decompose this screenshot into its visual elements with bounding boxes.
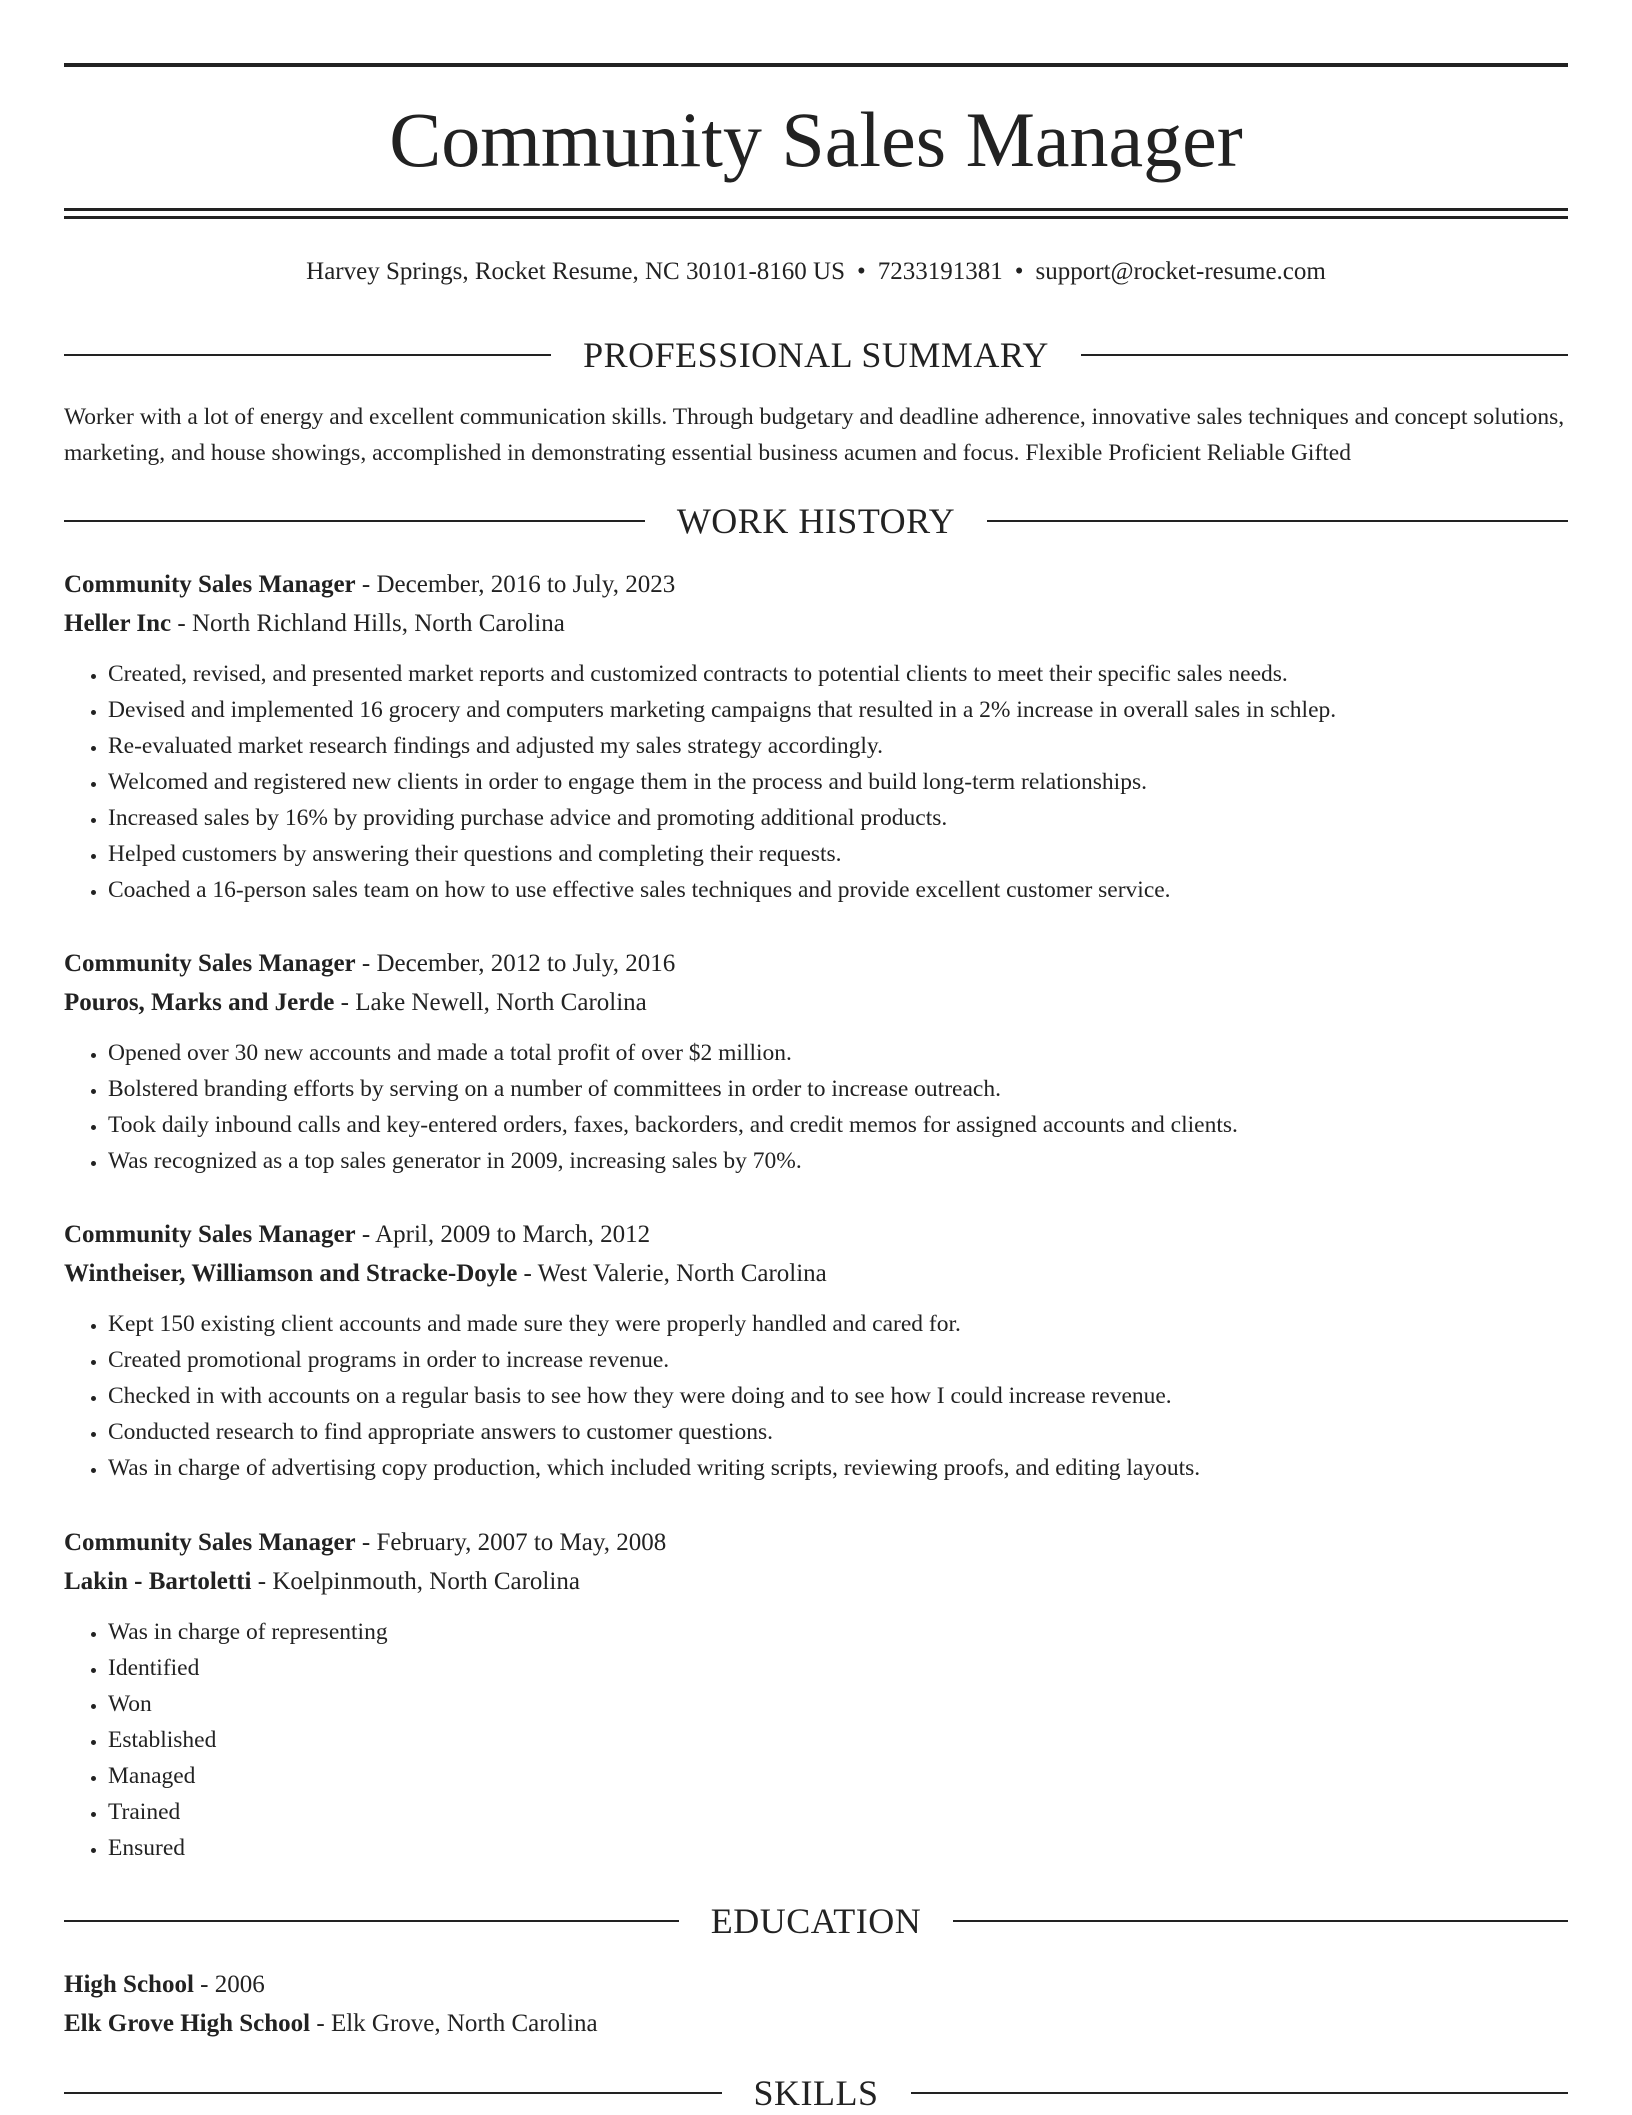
section-rule-right — [953, 1920, 1568, 1922]
job-bullet: • Created, revised, and presented market reports and customized contracts to potential clients to meet their specific sales needs. — [108, 656, 1568, 692]
job-bullet: • Managed — [108, 1758, 1568, 1794]
contact-phone: 7233191381 — [877, 258, 1003, 285]
top-rule — [64, 63, 1568, 67]
education-degree-line — [64, 1965, 1568, 2004]
job-entry — [64, 565, 1568, 908]
title-underline-rule-secondary — [64, 216, 1568, 219]
contact-email: support@rocket-resume.com — [1035, 258, 1326, 285]
job-entry — [64, 1215, 1568, 1486]
job-bullet: • Devised and implemented 16 grocery and computers marketing campaigns that resulted in a 2% increase in overall sales in schlep. — [108, 692, 1568, 728]
job-bullet: • Identified — [108, 1650, 1568, 1686]
job-bullet: • Increased sales by 16% by providing purchase advice and promoting additional products. — [108, 800, 1568, 836]
job-entry — [64, 1523, 1568, 1866]
education-school-line — [64, 2004, 1568, 2043]
job-bullet: • Bolstered branding efforts by serving on a number of committees in order to increase outreach. — [108, 1071, 1568, 1107]
dash: - — [251, 1568, 273, 1595]
job-title-line — [64, 1523, 1568, 1562]
dash: - — [310, 2010, 331, 2037]
section-header-work-history — [64, 499, 1568, 543]
dash: - — [334, 989, 356, 1016]
dash: - — [517, 1260, 538, 1287]
job-company: Wintheiser, Williamson and Stracke-Doyle — [64, 1260, 518, 1287]
job-location: Lake Newell, North Carolina — [355, 989, 647, 1016]
contact-separator: • — [857, 258, 866, 285]
job-bullet: • Established — [108, 1722, 1568, 1758]
section-header-skills — [64, 2071, 1568, 2115]
job-company: Lakin - Bartoletti — [64, 1568, 252, 1595]
dash: - — [355, 1221, 376, 1248]
job-bullet: • Opened over 30 new accounts and made a total profit of over $2 million. — [108, 1035, 1568, 1071]
job-bullets — [64, 1614, 1568, 1866]
education-degree: High School — [64, 1971, 194, 1998]
job-dates: December, 2016 to July, 2023 — [376, 571, 676, 598]
job-bullet: • Trained — [108, 1794, 1568, 1830]
contact-separator: • — [1014, 258, 1024, 285]
section-header-education — [64, 1899, 1568, 1943]
job-title: Community Sales Manager — [64, 571, 356, 598]
job-dates: December, 2012 to July, 2016 — [376, 950, 676, 977]
job-bullet: • Kept 150 existing client accounts and made sure they were properly handled and cared for. — [108, 1306, 1568, 1342]
job-bullets — [64, 656, 1568, 908]
education-year: 2006 — [214, 1971, 265, 1998]
page-title: Community Sales Manager — [389, 96, 1243, 183]
job-title-line — [64, 565, 1568, 604]
job-title: Community Sales Manager — [64, 1529, 356, 1556]
job-bullet: • Helped customers by answering their questions and completing their requests. — [108, 836, 1568, 872]
dash: - — [355, 950, 377, 977]
job-company-line — [64, 1254, 1568, 1293]
job-bullet: • Checked in with accounts on a regular basis to see how they were doing and to see how I could increase revenue. — [108, 1378, 1568, 1414]
job-bullets — [64, 1306, 1568, 1486]
section-rule-right — [987, 520, 1568, 522]
job-dates: April, 2009 to March, 2012 — [375, 1221, 651, 1248]
dash: - — [171, 610, 192, 637]
title-underline-rule — [64, 208, 1568, 211]
job-location: North Richland Hills, North Carolina — [191, 610, 565, 637]
section-title-work-history: WORK HISTORY — [676, 501, 956, 541]
job-bullet: • Ensured — [108, 1830, 1568, 1866]
summary-text: Worker with a lot of energy and excellent communication skills. Through budgetary and deadline adherence, innovative sales techniques and concept solutions, marketing, and house showings, accomplished in demonstrating essential business acumen and focus. Flexible Proficient Reliable Gifted — [64, 404, 1565, 466]
section-rule-left — [64, 520, 645, 522]
job-dates: February, 2007 to May, 2008 — [376, 1529, 667, 1556]
dash: - — [355, 571, 377, 598]
job-title: Community Sales Manager — [64, 1221, 356, 1248]
education-entry — [64, 1965, 1568, 2043]
section-rule-left — [64, 354, 551, 356]
job-bullet: • Conducted research to find appropriate answers to customer questions. — [108, 1414, 1568, 1450]
dash: - — [355, 1529, 377, 1556]
job-bullet: • Was in charge of representing — [108, 1614, 1568, 1650]
section-title-summary: PROFESSIONAL SUMMARY — [583, 335, 1049, 375]
job-title: Community Sales Manager — [64, 950, 356, 977]
job-company: Pouros, Marks and Jerde — [64, 989, 335, 1016]
job-company: Heller Inc — [64, 610, 172, 637]
job-bullets — [64, 1035, 1568, 1179]
job-company-line — [64, 604, 1568, 643]
job-bullet: • Re-evaluated market research findings and adjusted my sales strategy accordingly. — [108, 728, 1568, 764]
section-header-summary — [64, 333, 1568, 377]
job-title-line — [64, 1215, 1568, 1254]
job-bullet: • Created promotional programs in order to increase revenue. — [108, 1342, 1568, 1378]
job-title-line — [64, 944, 1568, 983]
section-rule-right — [1081, 354, 1568, 356]
job-bullet: • Took daily inbound calls and key-entered orders, faxes, backorders, and credit memos for assigned accounts and clients. — [108, 1107, 1568, 1143]
job-bullet: • Welcomed and registered new clients in order to engage them in the process and build long-term relationships. — [108, 764, 1568, 800]
dash: - — [193, 1971, 215, 1998]
section-title-education: EDUCATION — [710, 1901, 922, 1941]
job-company-line — [64, 1562, 1568, 1601]
job-company-line — [64, 983, 1568, 1022]
job-bullet: • Won — [108, 1686, 1568, 1722]
job-bullet: • Was in charge of advertising copy production, which included writing scripts, reviewing proofs, and editing layouts. — [108, 1450, 1568, 1486]
contact-line — [64, 255, 1568, 289]
section-rule-right — [911, 2092, 1569, 2094]
section-title-skills: SKILLS — [753, 2073, 879, 2113]
job-location: Koelpinmouth, North Carolina — [272, 1568, 580, 1595]
job-bullet: • Was recognized as a top sales generator in 2009, increasing sales by 70%. — [108, 1143, 1568, 1179]
job-entry — [64, 944, 1568, 1179]
section-rule-left — [64, 2092, 722, 2094]
education-school: Elk Grove High School — [64, 2010, 311, 2037]
contact-address: Harvey Springs, Rocket Resume, NC 30101-8160 US — [306, 258, 845, 285]
job-location: West Valerie, North Carolina — [537, 1260, 827, 1287]
section-rule-left — [64, 1920, 679, 1922]
job-bullet: • Coached a 16-person sales team on how to use effective sales techniques and provide excellent customer service. — [108, 872, 1568, 908]
education-location: Elk Grove, North Carolina — [330, 2010, 598, 2037]
